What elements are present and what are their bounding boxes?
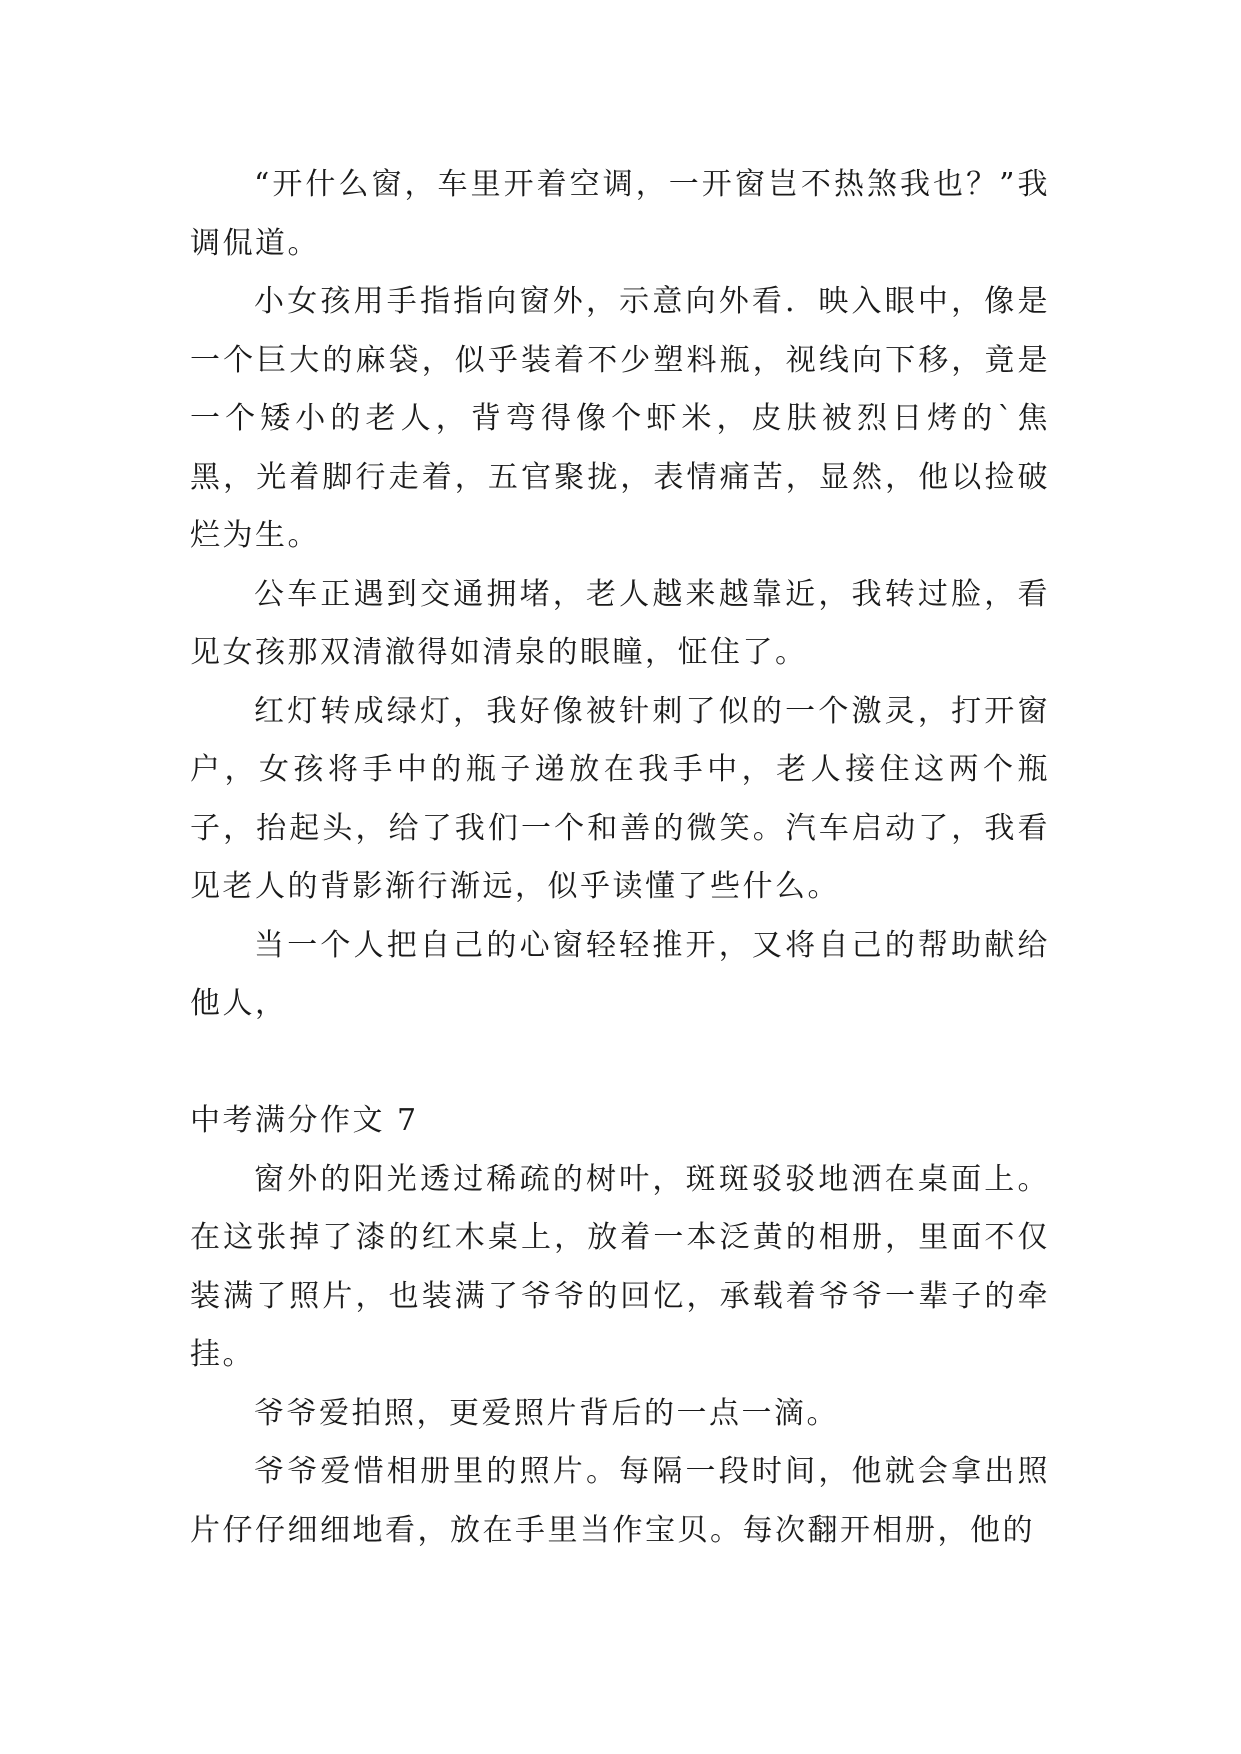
paragraph: 小女孩用手指指向窗外，示意向外看．映入眼中，像是一个巨大的麻袋，似乎装着不少塑料瓶，视线向下移，竟是一个矮小的老人，背弯得像个虾米，皮肤被烈日烤的`焦黑，光着脚行走着，五官聚拢，表情痛苦，显然，他以捡破烂为生。 xyxy=(190,284,1050,553)
essay-7 xyxy=(190,1092,1050,1560)
paragraph: 窗外的阳光透过稀疏的树叶，斑斑驳驳地洒在桌面上。在这张掉了漆的红木桌上，放着一本泛黄的相册，里面不仅装满了照片，也装满了爷爷的回忆，承载着爷爷一辈子的牵挂。 xyxy=(190,1161,1050,1372)
paragraph: 公车正遇到交通拥堵，老人越来越靠近，我转过脸，看见女孩那双清澈得如清泉的眼瞳，怔住了。 xyxy=(190,576,1050,670)
paragraph: 当一个人把自己的心窗轻轻推开，又将自己的帮助献给他人， xyxy=(190,927,1050,1021)
paragraph: 爷爷爱拍照，更爱照片背后的一点一滴。 xyxy=(254,1395,839,1431)
paragraph: “开什么窗，车里开着空调，一开窗岂不热煞我也？”我调侃道。 xyxy=(190,167,1050,261)
paragraph: 爷爷爱惜相册里的照片。每隔一段时间，他就会拿出照片仔仔细细地看，放在手里当作宝贝。每次翻开相册，他的 xyxy=(190,1454,1050,1548)
essay-continuation xyxy=(190,156,1050,1034)
paragraph: 红灯转成绿灯，我好像被针刺了似的一个激灵，打开窗户，女孩将手中的瓶子递放在我手中，老人接住这两个瓶子，抬起头，给了我们一个和善的微笑。汽车启动了，我看见老人的背影渐行渐远，似乎读懂了些什么。 xyxy=(190,693,1050,904)
section-heading: 中考满分作文 7 xyxy=(190,1103,419,1138)
